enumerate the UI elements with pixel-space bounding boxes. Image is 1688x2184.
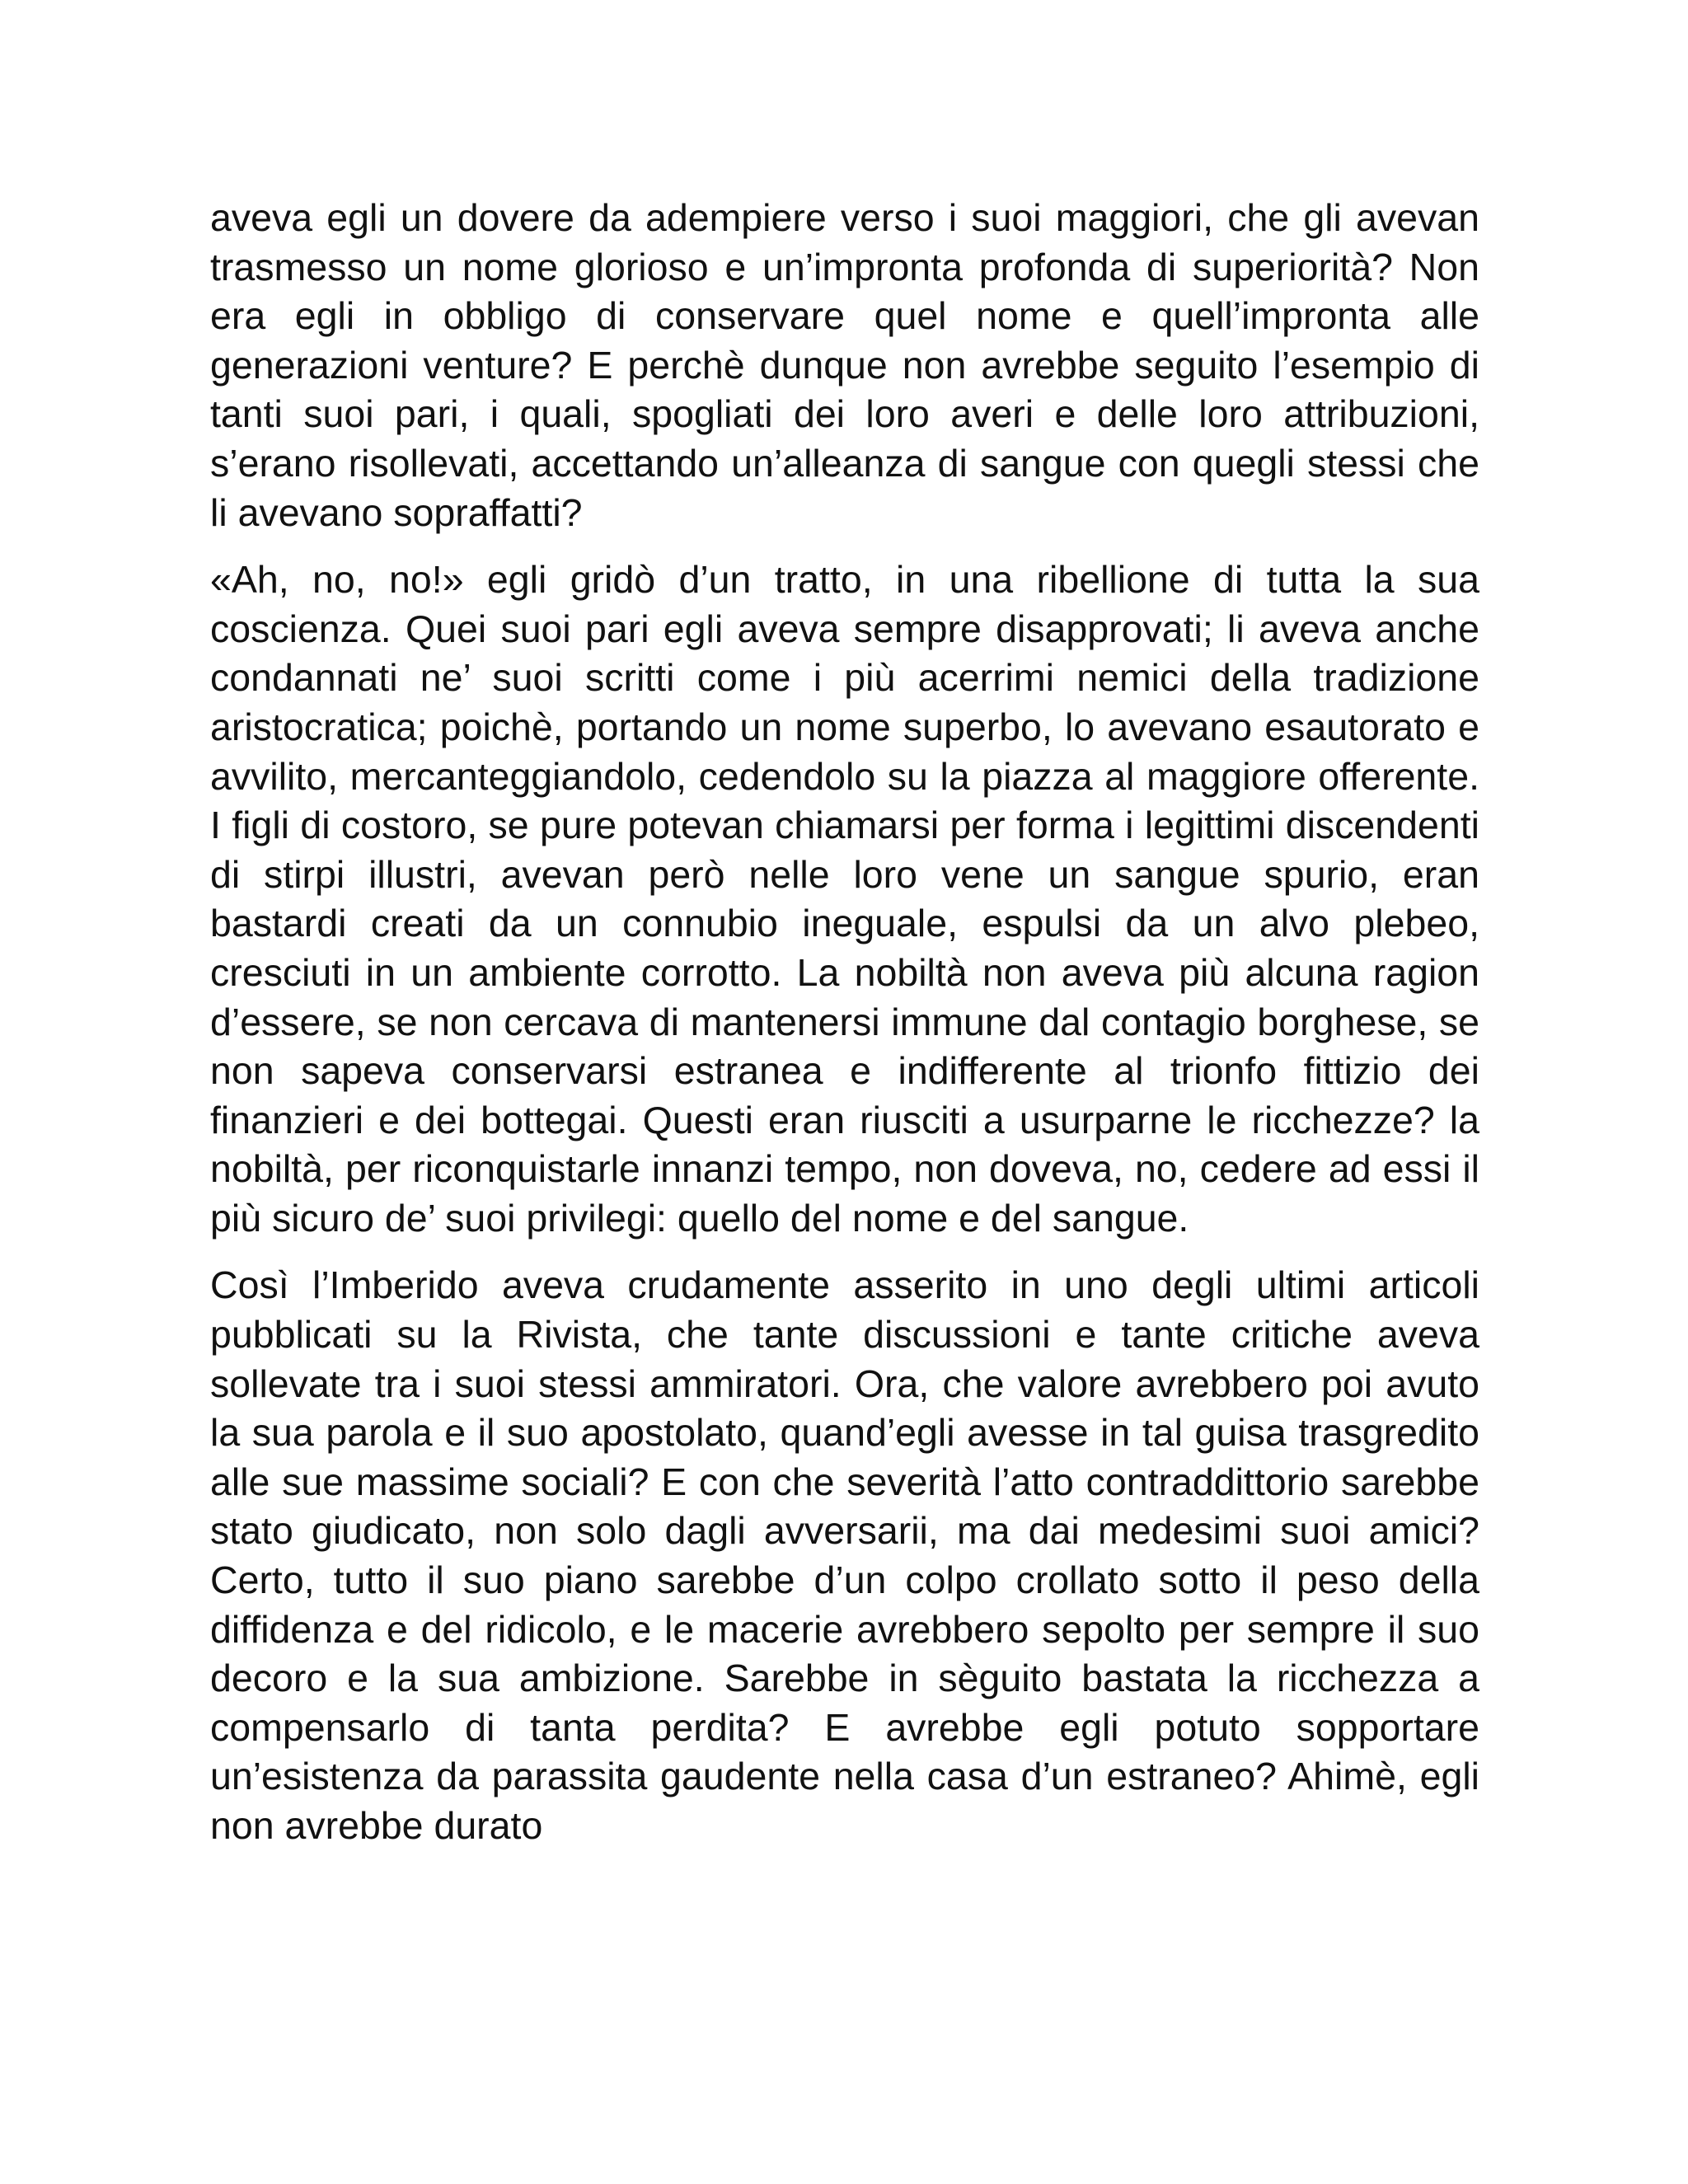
paragraph-2: «Ah, no, no!» egli gridò d’un tratto, in una ribellione di tutta la sua coscienza. Quei suoi pari egli aveva sempre disapprovati; li aveva anche condannati ne’ suoi scritti come i più acerrimi nemici della tradizione aristocratica; poichè, portando un nome superbo, lo avevano esautorato e avvilito, mercanteggiandolo, cedendolo su la piazza al maggiore offerente. I figli di costoro, se pure potevan chiamarsi per forma i legittimi discendenti di stirpi illustri, avevan però nelle loro vene un sangue spurio, eran bastardi creati da un connubio ineguale, espulsi da un alvo plebeo, cresciuti in un ambiente corrotto. La nobiltà non aveva più alcuna ragion d’essere, se non cercava di mantenersi immune dal contagio borghese, se non sapeva conservarsi estranea e indifferente al trionfo fittizio dei finanzieri e dei bottegai. Questi eran riusciti a usurparne le ricchezze? la nobiltà, per riconquistarle innanzi tempo, non doveva, no, cedere ad essi il più sicuro de’ suoi privilegi: quello del nome e del sangue. — [210, 558, 1479, 1240]
paragraph-1: aveva egli un dovere da adempiere verso i suoi maggiori, che gli avevan trasmesso un nome glorioso e un’impronta profonda di superiorità? Non era egli in obbligo di conservare quel nome e quell’impronta alle generazioni venture? E perchè dunque non avrebbe seguito l’esempio di tanti suoi pari, i quali, spogliati dei loro averi e delle loro attribuzioni, s’erano risollevati, accettando un’alleanza di sangue con quegli stessi che li avevano sopraffatti? — [210, 196, 1479, 534]
body-text — [210, 194, 1479, 1869]
paragraph-3: Così l’Imberido aveva crudamente asserito in uno degli ultimi articoli pubblicati su la Rivista, che tante discussioni e tante critiche aveva sollevate tra i suoi stessi ammiratori. Ora, che valore avrebbero poi avuto la sua parola e il suo apostolato, quand’egli avesse in tal guisa trasgredito alle sue massime sociali? E con che severità l’atto contraddittorio sarebbe stato giudicato, non solo dagli avversarii, ma dai medesimi suoi amici? Certo, tutto il suo piano sarebbe d’un colpo crollato sotto il peso della diffidenza e del ridicolo, e le macerie avrebbero sepolto per sempre il suo decoro e la sua ambizione. Sarebbe in sèguito bastata la ricchezza a compensarlo di tanta perdita? E avrebbe egli potuto sopportare un’esistenza da parassita gaudente nella casa d’un estraneo? Ahimè, egli non avrebbe durato — [210, 1263, 1479, 1847]
